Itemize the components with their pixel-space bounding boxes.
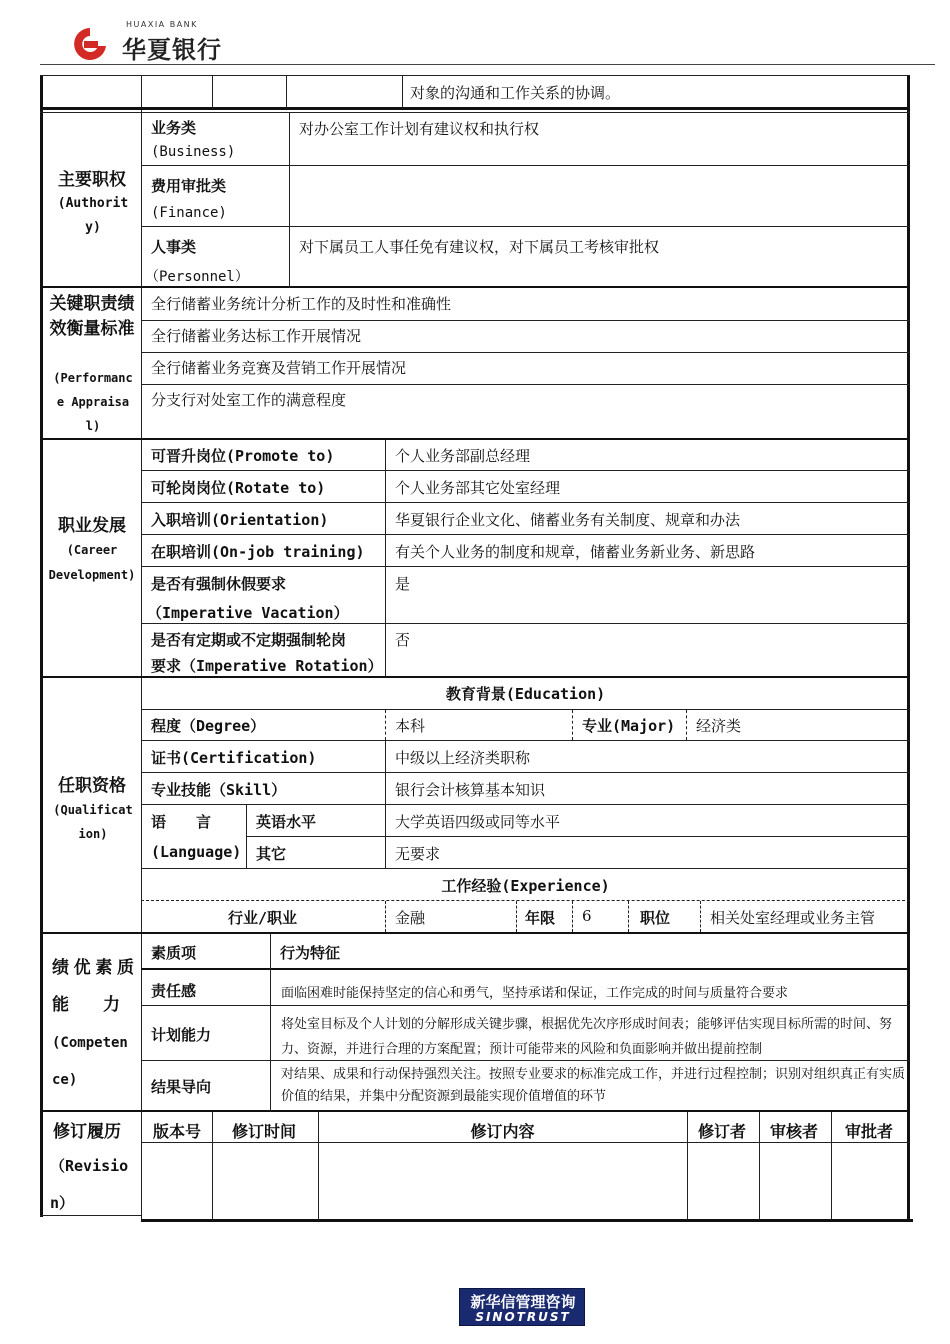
competence-item-desc: 面临困难时能保持坚定的信心和勇气，坚持承诺和保证，工作完成的时间与质量符合要求: [281, 986, 789, 1001]
career-promote-value: 个人业务部副总经理: [395, 447, 531, 465]
language-label-en: (Language): [151, 843, 242, 861]
revision-col-approver: 审批者: [845, 1122, 894, 1141]
revision-col-reviewer: 审核者: [770, 1122, 819, 1141]
degree-value: 本科: [395, 717, 426, 735]
performance-item: 分支行对处室工作的满意程度: [151, 391, 347, 409]
english-value: 大学英语四级或同等水平: [395, 813, 561, 831]
industry-value: 金融: [395, 909, 426, 927]
career-rotate-label: 可轮岗岗位(Rotate to): [151, 479, 326, 497]
authority-personnel-value: 对下属员工人事任免有建议权，对下属员工考核审批权: [299, 238, 660, 256]
authority-personnel-label-en: （Personnel）: [145, 269, 249, 285]
language-label: 语 言: [151, 813, 212, 831]
career-vacation-label: 是否有强制休假要求: [151, 575, 287, 593]
competence-item-name: 结果导向: [151, 1078, 212, 1096]
sinotrust-logo: [459, 1288, 585, 1326]
revision-title: 修订履历: [53, 1122, 121, 1142]
degree-label: 程度（Degree）: [151, 717, 266, 735]
authority-finance-label-en: (Finance): [151, 205, 227, 221]
position-value: 相关处室经理或业务主管: [710, 909, 876, 927]
career-rotation-label-en: 要求（Imperative Rotation）: [151, 657, 383, 675]
skill-label: 专业技能（Skill）: [151, 781, 287, 799]
revision-col-version: 版本号: [153, 1122, 202, 1141]
revision-col-content: 修订内容: [470, 1122, 535, 1141]
bank-logo-icon: [70, 24, 110, 64]
education-header: 教育背景(Education): [445, 685, 606, 703]
competence-title: 绩优素质能 力: [52, 958, 134, 1015]
performance-item: 全行储蓄业务竞赛及营销工作开展情况: [151, 359, 407, 377]
english-label: 英语水平: [256, 813, 317, 831]
qualification-title: 任职资格: [58, 776, 126, 796]
performance-title: 关键职责绩效衡量标准: [49, 294, 135, 339]
revision-col-time: 修订时间: [232, 1122, 297, 1141]
bank-logo: [70, 22, 240, 64]
competence-col1: 素质项: [151, 944, 197, 962]
performance-title-en: (Performance Appraisal): [53, 371, 133, 433]
career-training-value: 有关个人业务的制度和规章，储蓄业务新业务、新思路: [395, 543, 756, 561]
industry-label: 行业/职业: [228, 909, 298, 927]
top-row-text: 对象的沟通和工作关系的协调。: [410, 84, 621, 102]
sinotrust-logo-cn: 新华信管理咨询: [470, 1293, 576, 1311]
career-vacation-value: 是: [395, 575, 411, 593]
major-label: 专业(Major): [582, 717, 676, 735]
bank-name-en: HUAXIA BANK: [126, 20, 198, 29]
authority-title: 主要职权: [58, 170, 126, 190]
major-value: 经济类: [696, 717, 742, 735]
career-title-en: (Career Development): [48, 543, 136, 582]
position-label: 职位: [640, 909, 671, 927]
other-lang-value: 无要求: [395, 845, 441, 863]
cert-label: 证书(Certification): [151, 749, 317, 767]
authority-business-label-en: (Business): [151, 144, 236, 160]
cert-value: 中级以上经济类职称: [395, 749, 531, 767]
years-value: 6: [582, 907, 592, 925]
career-orientation-value: 华夏银行企业文化、储蓄业务有关制度、规章和办法: [395, 511, 741, 529]
other-lang-label: 其它: [256, 845, 287, 863]
career-vacation-label-en: （Imperative Vacation）: [147, 604, 349, 622]
career-promote-label: 可晋升岗位(Promote to): [151, 447, 335, 465]
revision-col-reviser: 修订者: [698, 1122, 747, 1141]
career-orientation-label: 入职培训(Orientation): [151, 511, 329, 529]
career-training-label: 在职培训(On-job training): [151, 543, 365, 561]
authority-title-en: (Authority): [57, 196, 129, 235]
authority-business-value: 对办公室工作计划有建议权和执行权: [299, 120, 540, 138]
career-rotation-value: 否: [395, 631, 411, 649]
competence-item-desc: 对结果、成果和行动保持强烈关注。按照专业要求的标准完成工作，并进行过程控制；识别对组织真正有实质价值的结果，并集中分配资源到最能实现价值增值的环节: [281, 1067, 906, 1104]
competence-title-en: (Competence): [52, 1035, 128, 1088]
competence-item-name: 责任感: [151, 982, 197, 1000]
revision-title-en: （Revision）: [50, 1157, 129, 1212]
performance-item: 全行储蓄业务统计分析工作的及时性和准确性: [151, 295, 452, 313]
authority-business-label: 业务类: [151, 119, 197, 137]
qualification-title-en: (Qualification): [53, 803, 133, 841]
career-rotate-value: 个人业务部其它处室经理: [395, 479, 561, 497]
authority-finance-label: 费用审批类: [151, 177, 227, 195]
competence-item-desc: 将处室目标及个人计划的分解形成关键步骤，根据优先次序形成时间表；能够评估实现目标所需的时间、努力、资源，并进行合理的方案配置；预计可能带来的风险和负面影响并做出提前控制: [281, 1017, 893, 1057]
career-title: 职业发展: [58, 516, 126, 536]
years-label: 年限: [525, 909, 556, 927]
skill-value: 银行会计核算基本知识: [395, 781, 546, 799]
career-rotation-label: 是否有定期或不定期强制轮岗: [151, 631, 347, 649]
bank-name-cn: 华夏银行: [122, 36, 222, 64]
authority-personnel-label: 人事类: [151, 238, 197, 256]
competence-item-name: 计划能力: [151, 1026, 212, 1044]
sinotrust-logo-en: SINOTRUST: [475, 1310, 571, 1324]
experience-header: 工作经验(Experience): [441, 877, 610, 895]
competence-col2: 行为特征: [280, 944, 341, 962]
performance-item: 全行储蓄业务达标工作开展情况: [151, 327, 362, 345]
